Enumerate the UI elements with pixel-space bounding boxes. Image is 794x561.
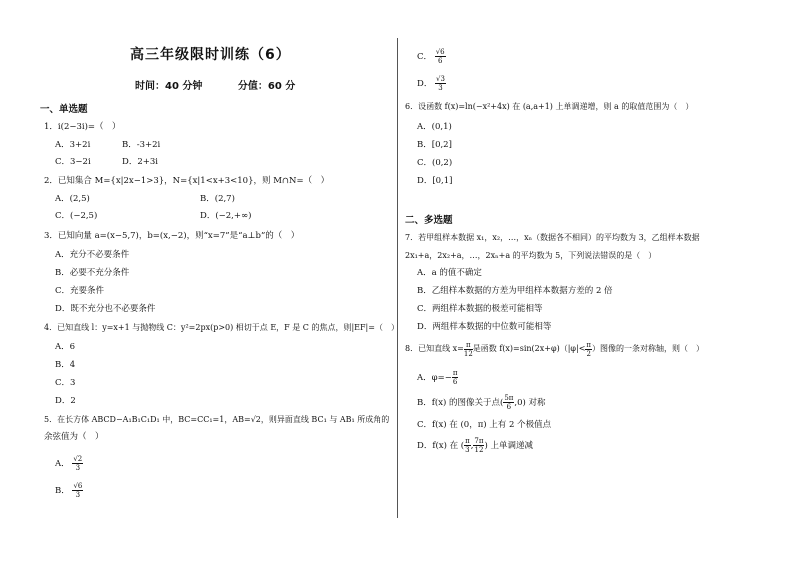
q5-option-a-denominator: 3 — [75, 464, 81, 472]
q5-option-b-denominator: 3 — [75, 491, 81, 499]
q8-option-d-prefix: D．f(x) 在 ( — [417, 441, 465, 451]
q8-stem-numerator: π — [464, 341, 473, 350]
q5-option-c-denominator: 6 — [437, 57, 443, 65]
q8-option-d-suffix: ) 上单调递减 — [484, 441, 534, 451]
section-single-choice: 一、单选题 — [40, 104, 88, 115]
exam-title: 高三年级限时训练（6） — [130, 47, 291, 63]
q5-option-c-numerator: √6 — [435, 48, 445, 56]
q4-option-a: A．6 — [55, 342, 76, 352]
exam-time: 时间：40 分钟 — [135, 81, 203, 92]
q5-stem-line1: 5．在长方体 ABCD−A₁B₁C₁D₁ 中，BC=CC₁=1，AB=√2，则异面直线 BC₁ 与 AB₁ 所成角的 — [44, 415, 390, 424]
q8-option-b-numerator: 5π — [504, 394, 514, 402]
q8-option-d-denominator: 3 — [465, 446, 470, 454]
q1-option-d: D．2+3i — [122, 157, 158, 167]
q8-stem-fraction — [464, 341, 473, 358]
q8-stem-denominator: 12 — [463, 349, 473, 358]
q8-stem-suffix: ）图像的一条对称轴，则（ ） — [592, 344, 705, 353]
q5-option-d-fraction — [435, 75, 446, 92]
q8-option-c: C．f(x) 在 (0，π) 上有 2 个极值点 — [417, 420, 552, 430]
exam-score: 分值：60 分 — [237, 81, 296, 92]
q5-option-d-label: D． — [417, 79, 433, 89]
q5-option-a-label: A． — [55, 459, 70, 469]
q5-option-b-fraction — [72, 482, 83, 499]
q8-option-b-denominator: 6 — [506, 403, 512, 411]
q6-option-a: A．(0,1) — [417, 122, 452, 132]
q7-stem-line2: 2x₁+a，2x₂+a，…，2xₙ+a 的平均数为 5，下列说法错误的是（ ） — [405, 251, 657, 260]
q4-stem: 4．已知直线 l：y=x+1 与抛物线 C：y²=2px(p>0) 相切于点 E，F 是 C 的焦点，则|EF|=（ ） — [44, 323, 399, 332]
q8-option-a-numerator: π — [452, 369, 458, 377]
q5-option-c-label: C． — [417, 52, 433, 62]
q5-option-b-numerator: √6 — [73, 482, 83, 490]
q5-option-d — [417, 72, 446, 96]
q2-option-b: B．(2,7) — [200, 194, 235, 204]
q8-option-b — [417, 391, 546, 415]
q8-stem-numerator-2: π — [586, 340, 592, 349]
q8-option-d-denominator-2: 12 — [474, 446, 484, 454]
q5-option-c-fraction — [435, 48, 446, 65]
exam-info — [135, 77, 327, 92]
q8-option-d-numerator-2: 7π — [474, 437, 484, 445]
q5-stem-line2: 余弦值为（ ） — [44, 432, 104, 442]
q5-option-a — [55, 452, 83, 476]
q8-option-d-fraction-2 — [470, 437, 484, 454]
q8-stem — [405, 337, 704, 361]
q8-option-d-fraction — [464, 437, 471, 454]
q1-stem: 1．i(2−3i)=（ ） — [44, 122, 121, 132]
q2-stem: 2．已知集合 M={x|2x−1>3}，N={x|1<x+3<10}，则 M∩N=（ ） — [44, 176, 330, 186]
q8-stem-prefix: 8．已知直线 x= — [405, 344, 464, 353]
q8-option-a — [417, 366, 458, 390]
q3-option-a: A．充分不必要条件 — [55, 250, 130, 260]
q5-option-a-numerator: √2 — [73, 455, 83, 463]
q3-option-c: C．充要条件 — [55, 286, 105, 296]
q6-option-d: D．[0,1] — [417, 176, 453, 186]
q8-option-b-prefix: B．f(x) 的图像关于点( — [417, 398, 504, 408]
q1-option-c: C．3−2i — [55, 157, 91, 167]
q8-option-b-fraction — [503, 394, 514, 411]
q5-option-c — [417, 45, 446, 69]
q8-option-d — [417, 434, 533, 458]
column-divider — [397, 38, 398, 518]
q8-option-a-denominator: 6 — [452, 378, 458, 386]
q1-option-b: B．-3+2i — [122, 140, 161, 150]
q8-stem-denominator-2: 2 — [586, 349, 591, 358]
q1-option-a: A．3+2i — [55, 140, 91, 150]
q2-option-a: A．(2,5) — [55, 194, 90, 204]
q6-option-c: C．(0,2) — [417, 158, 453, 168]
q8-stem-middle: 是函数 f(x)=sin(2x+φ)（|φ|< — [472, 344, 586, 353]
q3-option-b: B．必要不充分条件 — [55, 268, 130, 278]
q8-option-b-suffix: ,0) 对称 — [514, 398, 546, 408]
q7-option-a: A．a 的值不确定 — [417, 268, 482, 278]
q5-option-b — [55, 479, 83, 503]
q5-option-d-denominator: 3 — [438, 84, 443, 92]
q6-stem: 6．设函数 f(x)=ln(−x²+4x) 在 (a,a+1) 上单调递增，则 a 的取值范围为（ ） — [405, 102, 694, 111]
q3-option-d: D．既不充分也不必要条件 — [55, 304, 156, 314]
q2-option-d: D．(−2,+∞) — [200, 211, 252, 221]
q4-option-c: C．3 — [55, 378, 76, 388]
q4-option-b: B．4 — [55, 360, 76, 370]
q8-option-d-numerator: π — [465, 437, 470, 445]
q5-option-d-numerator: √3 — [436, 75, 445, 83]
q7-option-d: D．两组样本数据的中位数可能相等 — [417, 322, 552, 332]
q8-option-a-prefix: A．φ=− — [417, 373, 452, 383]
section-multi-choice: 二、多选题 — [405, 215, 453, 226]
q5-option-b-label: B． — [55, 486, 70, 496]
q8-option-d-comma: , — [470, 441, 474, 451]
q3-stem: 3．已知向量 a=(x−5,7)，b=(x,−2)，则“x=7”是“a⊥b”的（ ） — [44, 231, 300, 241]
q5-option-a-fraction — [72, 455, 83, 472]
q6-option-b: B．[0,2] — [417, 140, 452, 150]
q7-option-c: C．两组样本数据的极差可能相等 — [417, 304, 543, 314]
q7-stem-line1: 7．若甲组样本数据 x₁，x₂，…，xₙ（数据各不相同）的平均数为 3，乙组样本数据 — [405, 233, 700, 242]
q2-option-c: C．(−2,5) — [55, 211, 98, 221]
q8-option-a-fraction — [452, 369, 459, 386]
q7-option-b: B．乙组样本数据的方差为甲组样本数据方差的 2 倍 — [417, 286, 613, 296]
q4-option-d: D．2 — [55, 396, 76, 406]
